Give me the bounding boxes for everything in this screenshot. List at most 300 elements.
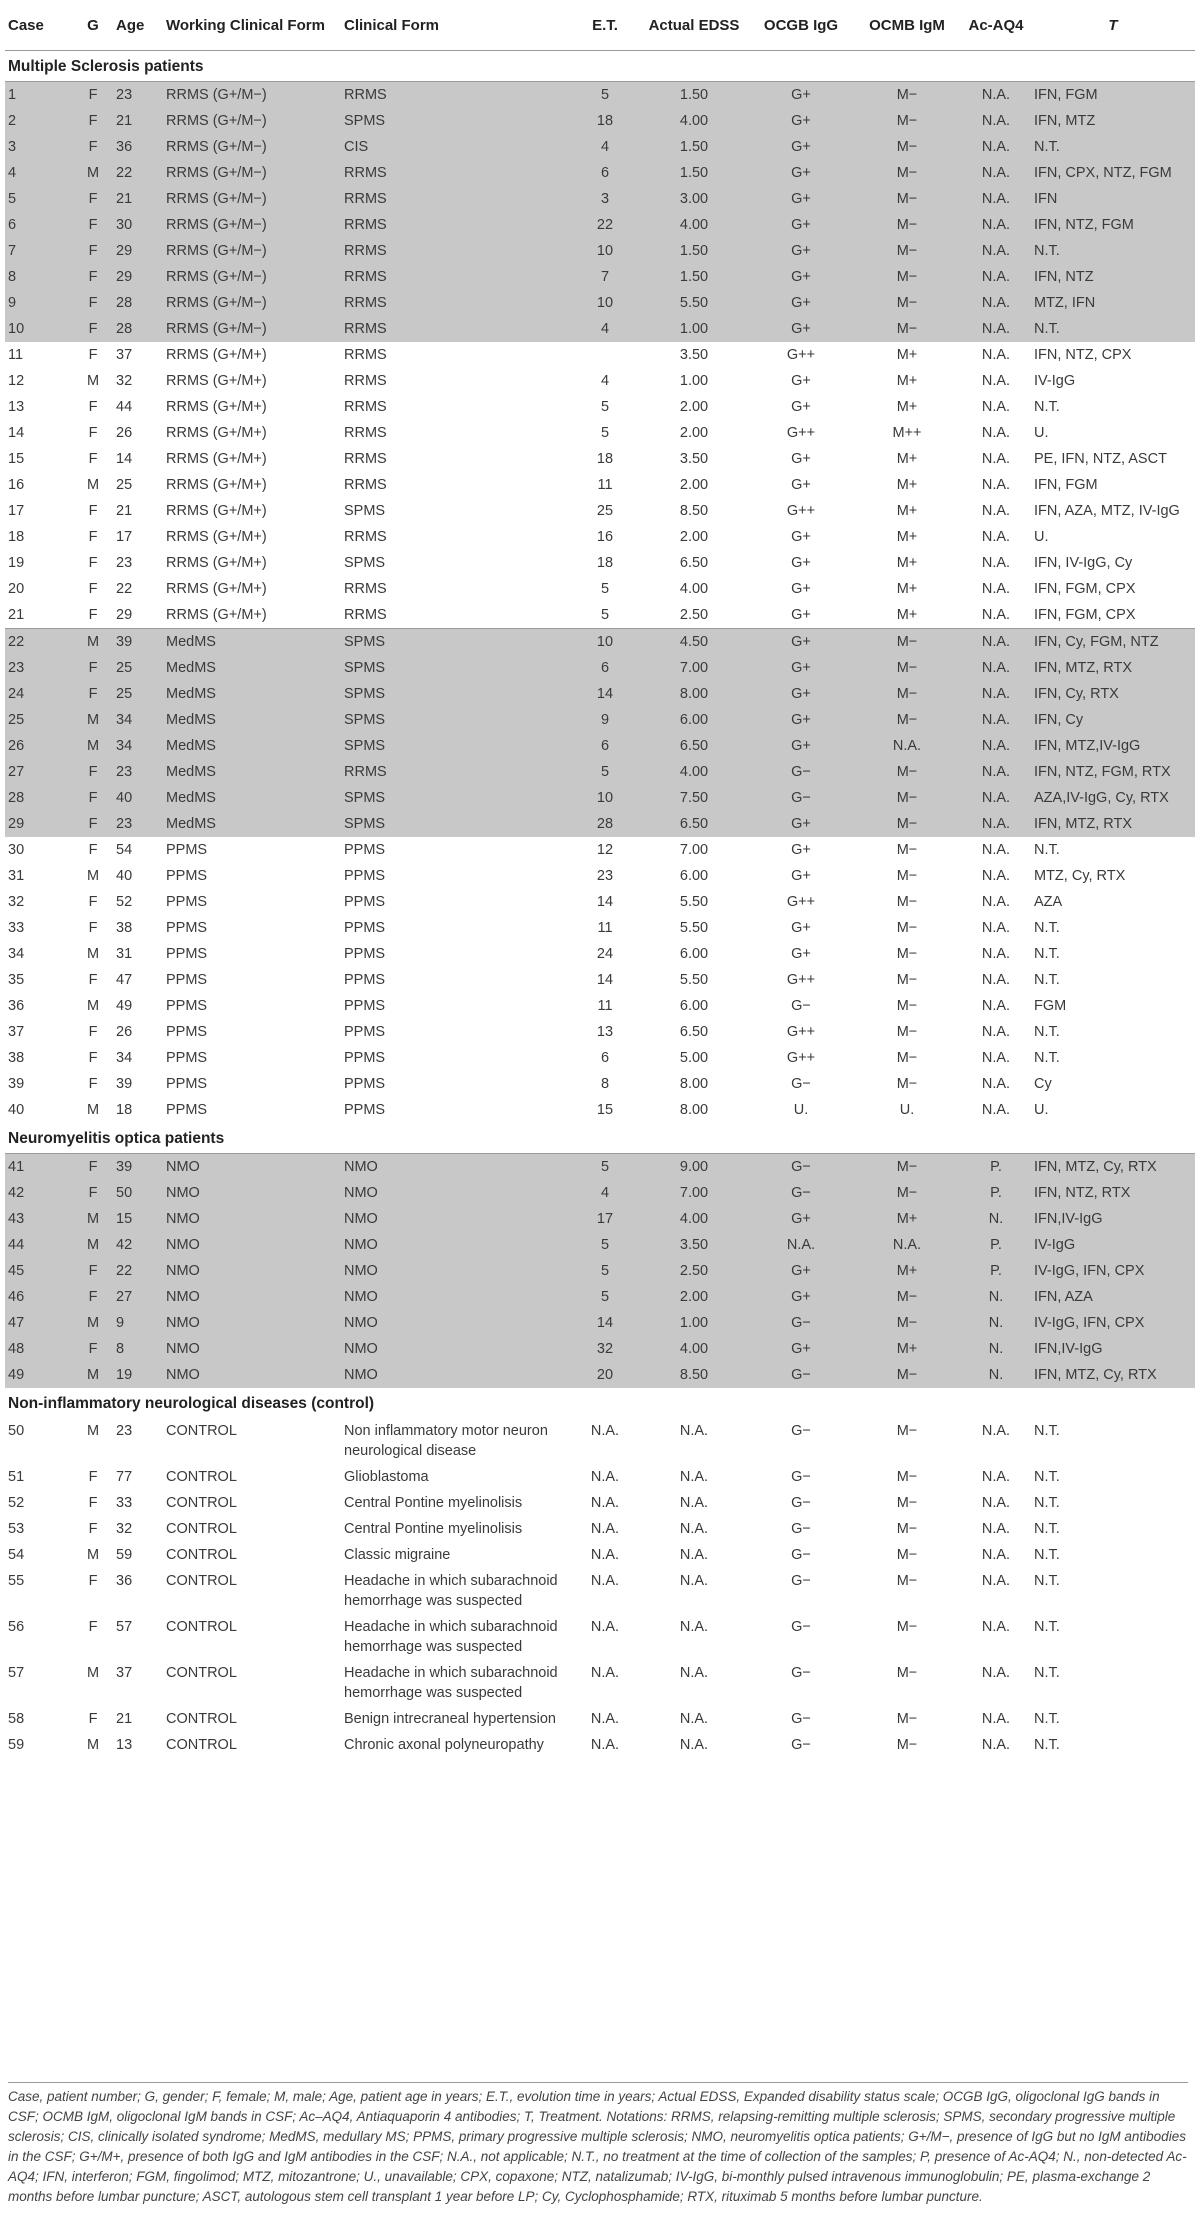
table-row <box>5 1206 1195 1232</box>
edss-cell: 2.50 <box>639 1258 749 1284</box>
age-cell: 21 <box>113 498 163 524</box>
table-row <box>5 1284 1195 1310</box>
clinical-form-cell: RRMS <box>341 342 571 368</box>
working-form-cell: CONTROL <box>163 1706 341 1732</box>
table-row <box>5 889 1195 915</box>
edss-cell: 1.00 <box>639 1310 749 1336</box>
gender-cell: F <box>73 1180 113 1206</box>
gender-cell: M <box>73 1418 113 1464</box>
table-row <box>5 1660 1195 1706</box>
table-row <box>5 524 1195 550</box>
working-form-cell: RRMS (G+/M+) <box>163 602 341 629</box>
ocmb-igm-cell: M− <box>853 1154 961 1181</box>
edss-cell: 1.50 <box>639 134 749 160</box>
treatment-cell: IV-IgG <box>1031 368 1195 394</box>
table-row <box>5 1045 1195 1071</box>
case-cell: 4 <box>5 160 73 186</box>
ac-aq4-cell: N.A. <box>961 1614 1031 1660</box>
case-cell: 23 <box>5 655 73 681</box>
age-cell: 39 <box>113 1154 163 1181</box>
ocmb-igm-cell: N.A. <box>853 1232 961 1258</box>
gender-cell: M <box>73 368 113 394</box>
age-cell: 34 <box>113 1045 163 1071</box>
gender-cell: F <box>73 655 113 681</box>
clinical-form-cell: SPMS <box>341 108 571 134</box>
working-form-cell: RRMS (G+/M+) <box>163 472 341 498</box>
case-cell: 54 <box>5 1542 73 1568</box>
ocgb-igg-cell: G+ <box>749 446 853 472</box>
age-cell: 23 <box>113 550 163 576</box>
case-cell: 9 <box>5 290 73 316</box>
ocmb-igm-cell: M− <box>853 1180 961 1206</box>
age-cell: 29 <box>113 264 163 290</box>
edss-cell: 1.00 <box>639 368 749 394</box>
clinical-form-cell: Chronic axonal polyneuropathy <box>341 1732 571 1758</box>
ocmb-igm-cell: M− <box>853 1542 961 1568</box>
edss-cell: 6.00 <box>639 707 749 733</box>
edss-cell: 5.00 <box>639 1045 749 1071</box>
ac-aq4-cell: N.A. <box>961 629 1031 656</box>
case-cell: 3 <box>5 134 73 160</box>
treatment-cell: U. <box>1031 1097 1195 1123</box>
case-cell: 51 <box>5 1464 73 1490</box>
ocmb-igm-cell: M− <box>853 785 961 811</box>
gender-cell: F <box>73 134 113 160</box>
ac-aq4-cell: N.A. <box>961 550 1031 576</box>
table-body <box>5 51 1195 1759</box>
evolution-time-cell: N.A. <box>571 1516 639 1542</box>
evolution-time-cell: N.A. <box>571 1490 639 1516</box>
working-form-cell: PPMS <box>163 837 341 863</box>
clinical-form-cell: NMO <box>341 1258 571 1284</box>
treatment-cell: IFN, FGM <box>1031 82 1195 109</box>
working-form-cell: NMO <box>163 1180 341 1206</box>
case-cell: 36 <box>5 993 73 1019</box>
ac-aq4-cell: N. <box>961 1310 1031 1336</box>
case-cell: 29 <box>5 811 73 837</box>
treatment-cell: N.T. <box>1031 1614 1195 1660</box>
clinical-form-cell: NMO <box>341 1206 571 1232</box>
ac-aq4-cell: N. <box>961 1336 1031 1362</box>
table-row <box>5 863 1195 889</box>
clinical-form-cell: SPMS <box>341 655 571 681</box>
ocmb-igm-cell: M+ <box>853 1258 961 1284</box>
treatment-cell: IFN, MTZ <box>1031 108 1195 134</box>
age-cell: 50 <box>113 1180 163 1206</box>
ocgb-igg-cell: G+ <box>749 655 853 681</box>
ocmb-igm-cell: M− <box>853 1568 961 1614</box>
table-row <box>5 368 1195 394</box>
gender-cell: F <box>73 1258 113 1284</box>
table-row <box>5 707 1195 733</box>
ocmb-igm-cell: M− <box>853 1019 961 1045</box>
table-row <box>5 1180 1195 1206</box>
edss-cell: 1.50 <box>639 238 749 264</box>
gender-cell: M <box>73 1097 113 1123</box>
section-title: Multiple Sclerosis patients <box>8 58 204 75</box>
ocgb-igg-cell: G+ <box>749 368 853 394</box>
ocmb-igm-cell: M− <box>853 238 961 264</box>
clinical-form-cell: Benign intrecraneal hypertension <box>341 1706 571 1732</box>
working-form-cell: RRMS (G+/M+) <box>163 446 341 472</box>
table-row <box>5 238 1195 264</box>
working-form-cell: RRMS (G+/M+) <box>163 550 341 576</box>
case-cell: 27 <box>5 759 73 785</box>
edss-cell: 1.50 <box>639 264 749 290</box>
table-row <box>5 941 1195 967</box>
clinical-form-cell: PPMS <box>341 863 571 889</box>
ocgb-igg-cell: G+ <box>749 1258 853 1284</box>
gender-cell: F <box>73 1154 113 1181</box>
evolution-time-cell: 5 <box>571 602 639 629</box>
evolution-time-cell: 4 <box>571 368 639 394</box>
age-cell: 36 <box>113 1568 163 1614</box>
case-cell: 26 <box>5 733 73 759</box>
table-row <box>5 1706 1195 1732</box>
gender-cell: M <box>73 863 113 889</box>
clinical-form-cell: PPMS <box>341 1019 571 1045</box>
working-form-cell: RRMS (G+/M−) <box>163 212 341 238</box>
gender-cell: M <box>73 707 113 733</box>
working-form-cell: PPMS <box>163 1019 341 1045</box>
table-row <box>5 811 1195 837</box>
treatment-cell: IV-IgG, IFN, CPX <box>1031 1258 1195 1284</box>
ocmb-igm-cell: M− <box>853 290 961 316</box>
gender-cell: F <box>73 811 113 837</box>
edss-cell: 2.00 <box>639 1284 749 1310</box>
age-cell: 32 <box>113 368 163 394</box>
table-row <box>5 1232 1195 1258</box>
ac-aq4-cell: N.A. <box>961 1071 1031 1097</box>
edss-cell: 4.00 <box>639 1206 749 1232</box>
evolution-time-cell: 14 <box>571 889 639 915</box>
evolution-time-cell: 10 <box>571 629 639 656</box>
clinical-form-cell: PPMS <box>341 1097 571 1123</box>
evolution-time-cell: 5 <box>571 82 639 109</box>
ac-aq4-cell: N.A. <box>961 1464 1031 1490</box>
case-cell: 22 <box>5 629 73 656</box>
ocmb-igm-cell: M− <box>853 82 961 109</box>
ocgb-igg-cell: G+ <box>749 863 853 889</box>
working-form-cell: MedMS <box>163 707 341 733</box>
case-cell: 47 <box>5 1310 73 1336</box>
working-form-cell: PPMS <box>163 967 341 993</box>
evolution-time-cell: 9 <box>571 707 639 733</box>
edss-cell: 6.50 <box>639 1019 749 1045</box>
table-row <box>5 108 1195 134</box>
gender-cell: F <box>73 1045 113 1071</box>
clinical-form-cell: SPMS <box>341 707 571 733</box>
ac-aq4-cell: N.A. <box>961 655 1031 681</box>
gender-cell: F <box>73 1614 113 1660</box>
gender-cell: F <box>73 342 113 368</box>
ocmb-igm-cell: M− <box>853 134 961 160</box>
working-form-cell: CONTROL <box>163 1568 341 1614</box>
clinical-form-cell: RRMS <box>341 160 571 186</box>
treatment-cell: IFN, Cy, RTX <box>1031 681 1195 707</box>
ocgb-igg-cell: G+ <box>749 134 853 160</box>
treatment-cell: N.T. <box>1031 1019 1195 1045</box>
ac-aq4-cell: N.A. <box>961 1660 1031 1706</box>
age-cell: 8 <box>113 1336 163 1362</box>
table-row <box>5 1154 1195 1181</box>
ac-aq4-cell: N.A. <box>961 1019 1031 1045</box>
ocgb-igg-cell: G− <box>749 785 853 811</box>
treatment-cell: IV-IgG, IFN, CPX <box>1031 1310 1195 1336</box>
ocgb-igg-cell: G− <box>749 1180 853 1206</box>
age-cell: 23 <box>113 1418 163 1464</box>
working-form-cell: RRMS (G+/M−) <box>163 82 341 109</box>
ocmb-igm-cell: M− <box>853 212 961 238</box>
edss-cell: 4.00 <box>639 108 749 134</box>
evolution-time-cell: 18 <box>571 550 639 576</box>
treatment-cell: PE, IFN, NTZ, ASCT <box>1031 446 1195 472</box>
evolution-time-cell: 4 <box>571 1180 639 1206</box>
clinical-form-cell: PPMS <box>341 993 571 1019</box>
working-form-cell: CONTROL <box>163 1516 341 1542</box>
gender-cell: F <box>73 1019 113 1045</box>
ocmb-igm-cell: M− <box>853 863 961 889</box>
evolution-time-cell: 5 <box>571 420 639 446</box>
ocmb-igm-cell: M− <box>853 108 961 134</box>
edss-cell: 9.00 <box>639 1154 749 1181</box>
section-title: Neuromyelitis optica patients <box>8 1130 225 1147</box>
header-gender: G <box>73 0 113 51</box>
ocmb-igm-cell: M− <box>853 993 961 1019</box>
clinical-form-cell: Headache in which subarachnoid hemorrhage was suspected <box>341 1660 571 1706</box>
working-form-cell: NMO <box>163 1310 341 1336</box>
ac-aq4-cell: N.A. <box>961 186 1031 212</box>
age-cell: 37 <box>113 1660 163 1706</box>
case-cell: 38 <box>5 1045 73 1071</box>
evolution-time-cell: 4 <box>571 316 639 342</box>
edss-cell: N.A. <box>639 1568 749 1614</box>
case-cell: 58 <box>5 1706 73 1732</box>
gender-cell: M <box>73 629 113 656</box>
treatment-cell: FGM <box>1031 993 1195 1019</box>
clinical-form-cell: SPMS <box>341 733 571 759</box>
table-row <box>5 576 1195 602</box>
ocgb-igg-cell: G+ <box>749 629 853 656</box>
table-row <box>5 342 1195 368</box>
ocgb-igg-cell: G+ <box>749 681 853 707</box>
ac-aq4-cell: N.A. <box>961 108 1031 134</box>
ac-aq4-cell: N.A. <box>961 967 1031 993</box>
working-form-cell: MedMS <box>163 629 341 656</box>
working-form-cell: RRMS (G+/M−) <box>163 160 341 186</box>
working-form-cell: RRMS (G+/M−) <box>163 108 341 134</box>
age-cell: 29 <box>113 602 163 629</box>
table-footnote: Case, patient number; G, gender; F, female; M, male; Age, patient age in years; E.T., evolution time in years; Actual EDSS, Expanded disability status scale; OCGB IgG, oligoclonal IgG bands in CSF; OCMB IgM, oligoclonal IgM bands in CSF; Ac–AQ4, Antiaquaporin 4 antibodies; T, Treatment. Notations: RRMS, relapsing-remitting multiple sclerosis; SPMS, secondary progressive multiple sclerosis; CIS, clinically isolated syndrome; MedMS, medullary MS; PPMS, primary progressive multiple sclerosis; NMO, neuromyelitis optica patients; G+/M−, presence of IgG but no IgM antibodies in the CSF; G+/M+, presence of both IgG and IgM antibodies in the CSF; N.A., not applicable; N.T., no treatment at the time of collection of the samples; P, presence of Ac-AQ4; N., non-detected Ac-AQ4; IFN, interferon; FGM, fingolimod; MTZ, mitozantrone; U., unavailable; CPX, copaxone; NTZ, natalizumab; IV-IgG, bi-monthly pulsed intravenous immunoglobulin; PE, plasma-exchange 2 months before lumbar puncture; ASCT, autologous stem cell transplant 1 year before LP; Cy, Cyclophosphamide; RTX, rituximab 5 months before lumbar puncture. <box>8 2082 1188 2207</box>
working-form-cell: CONTROL <box>163 1490 341 1516</box>
ac-aq4-cell: N.A. <box>961 524 1031 550</box>
age-cell: 25 <box>113 681 163 707</box>
clinical-form-cell: RRMS <box>341 290 571 316</box>
clinical-form-cell: PPMS <box>341 837 571 863</box>
clinical-form-cell: PPMS <box>341 1045 571 1071</box>
ocmb-igm-cell: M− <box>853 655 961 681</box>
table-row <box>5 1542 1195 1568</box>
working-form-cell: PPMS <box>163 1071 341 1097</box>
section-header-row <box>5 51 1195 82</box>
edss-cell: 2.50 <box>639 602 749 629</box>
case-cell: 19 <box>5 550 73 576</box>
ocgb-igg-cell: G− <box>749 993 853 1019</box>
ac-aq4-cell: N.A. <box>961 342 1031 368</box>
evolution-time-cell: 10 <box>571 238 639 264</box>
ocmb-igm-cell: M+ <box>853 1206 961 1232</box>
table-row <box>5 1614 1195 1660</box>
gender-cell: M <box>73 1660 113 1706</box>
header-ocmb-igm: OCMB IgM <box>853 0 961 51</box>
working-form-cell: RRMS (G+/M−) <box>163 264 341 290</box>
case-cell: 6 <box>5 212 73 238</box>
clinical-form-cell: NMO <box>341 1154 571 1181</box>
working-form-cell: NMO <box>163 1362 341 1388</box>
gender-cell: M <box>73 941 113 967</box>
case-cell: 2 <box>5 108 73 134</box>
case-cell: 16 <box>5 472 73 498</box>
case-cell: 41 <box>5 1154 73 1181</box>
ac-aq4-cell: N.A. <box>961 160 1031 186</box>
working-form-cell: PPMS <box>163 1097 341 1123</box>
evolution-time-cell: 5 <box>571 394 639 420</box>
table-row <box>5 655 1195 681</box>
gender-cell: F <box>73 967 113 993</box>
gender-cell: F <box>73 1490 113 1516</box>
clinical-form-cell: RRMS <box>341 186 571 212</box>
ocgb-igg-cell: G− <box>749 1542 853 1568</box>
ocmb-igm-cell: M− <box>853 316 961 342</box>
working-form-cell: CONTROL <box>163 1542 341 1568</box>
evolution-time-cell: 5 <box>571 759 639 785</box>
gender-cell: F <box>73 498 113 524</box>
edss-cell: 1.00 <box>639 316 749 342</box>
age-cell: 39 <box>113 1071 163 1097</box>
edss-cell: N.A. <box>639 1542 749 1568</box>
ocmb-igm-cell: M− <box>853 811 961 837</box>
edss-cell: 3.50 <box>639 1232 749 1258</box>
clinical-form-cell: PPMS <box>341 1071 571 1097</box>
evolution-time-cell: 5 <box>571 1284 639 1310</box>
case-cell: 45 <box>5 1258 73 1284</box>
gender-cell: F <box>73 1516 113 1542</box>
table-row <box>5 759 1195 785</box>
case-cell: 12 <box>5 368 73 394</box>
age-cell: 54 <box>113 837 163 863</box>
gender-cell: F <box>73 108 113 134</box>
gender-cell: F <box>73 524 113 550</box>
gender-cell: M <box>73 472 113 498</box>
ocgb-igg-cell: U. <box>749 1097 853 1123</box>
table-row <box>5 1310 1195 1336</box>
table-row <box>5 420 1195 446</box>
ac-aq4-cell: N.A. <box>961 82 1031 109</box>
ocmb-igm-cell: M+ <box>853 368 961 394</box>
gender-cell: F <box>73 1284 113 1310</box>
gender-cell: F <box>73 837 113 863</box>
edss-cell: N.A. <box>639 1490 749 1516</box>
ocgb-igg-cell: N.A. <box>749 1232 853 1258</box>
age-cell: 49 <box>113 993 163 1019</box>
age-cell: 40 <box>113 863 163 889</box>
table-row <box>5 1071 1195 1097</box>
header-working-clinical-form: Working Clinical Form <box>163 0 341 51</box>
ac-aq4-cell: N.A. <box>961 941 1031 967</box>
edss-cell: N.A. <box>639 1732 749 1758</box>
working-form-cell: RRMS (G+/M+) <box>163 576 341 602</box>
edss-cell: 4.00 <box>639 759 749 785</box>
gender-cell: M <box>73 1732 113 1758</box>
ocgb-igg-cell: G− <box>749 1362 853 1388</box>
edss-cell: N.A. <box>639 1660 749 1706</box>
treatment-cell: IFN, MTZ, Cy, RTX <box>1031 1154 1195 1181</box>
ocgb-igg-cell: G− <box>749 1516 853 1542</box>
age-cell: 34 <box>113 733 163 759</box>
working-form-cell: NMO <box>163 1232 341 1258</box>
ocgb-igg-cell: G− <box>749 1310 853 1336</box>
ocgb-igg-cell: G− <box>749 1568 853 1614</box>
gender-cell: F <box>73 82 113 109</box>
working-form-cell: RRMS (G+/M+) <box>163 342 341 368</box>
ac-aq4-cell: N.A. <box>961 681 1031 707</box>
edss-cell: 2.00 <box>639 472 749 498</box>
age-cell: 39 <box>113 629 163 656</box>
header-clinical-form: Clinical Form <box>341 0 571 51</box>
gender-cell: F <box>73 1071 113 1097</box>
table-row <box>5 1516 1195 1542</box>
case-cell: 35 <box>5 967 73 993</box>
table-row <box>5 498 1195 524</box>
ac-aq4-cell: N.A. <box>961 759 1031 785</box>
table-row <box>5 472 1195 498</box>
ac-aq4-cell: N.A. <box>961 212 1031 238</box>
ocmb-igm-cell: M− <box>853 837 961 863</box>
working-form-cell: MedMS <box>163 785 341 811</box>
ocmb-igm-cell: M++ <box>853 420 961 446</box>
ocgb-igg-cell: G++ <box>749 1019 853 1045</box>
table-row <box>5 264 1195 290</box>
clinical-form-cell: NMO <box>341 1232 571 1258</box>
edss-cell: 3.50 <box>639 342 749 368</box>
evolution-time-cell: 13 <box>571 1019 639 1045</box>
ocgb-igg-cell: G++ <box>749 1045 853 1071</box>
table-row <box>5 1019 1195 1045</box>
ocgb-igg-cell: G+ <box>749 707 853 733</box>
table-row <box>5 316 1195 342</box>
evolution-time-cell: N.A. <box>571 1464 639 1490</box>
clinical-form-cell: SPMS <box>341 498 571 524</box>
treatment-cell: N.T. <box>1031 915 1195 941</box>
treatment-cell: N.T. <box>1031 1418 1195 1464</box>
ac-aq4-cell: N.A. <box>961 1706 1031 1732</box>
case-cell: 10 <box>5 316 73 342</box>
edss-cell: 6.50 <box>639 811 749 837</box>
edss-cell: 3.50 <box>639 446 749 472</box>
table-row <box>5 160 1195 186</box>
table-header-row <box>5 0 1195 51</box>
age-cell: 23 <box>113 759 163 785</box>
working-form-cell: PPMS <box>163 889 341 915</box>
age-cell: 14 <box>113 446 163 472</box>
ocgb-igg-cell: G+ <box>749 915 853 941</box>
treatment-cell: N.T. <box>1031 394 1195 420</box>
gender-cell: F <box>73 394 113 420</box>
ocgb-igg-cell: G+ <box>749 811 853 837</box>
ocgb-igg-cell: G++ <box>749 889 853 915</box>
header-ocgb-igg: OCGB IgG <box>749 0 853 51</box>
table-row <box>5 1097 1195 1123</box>
